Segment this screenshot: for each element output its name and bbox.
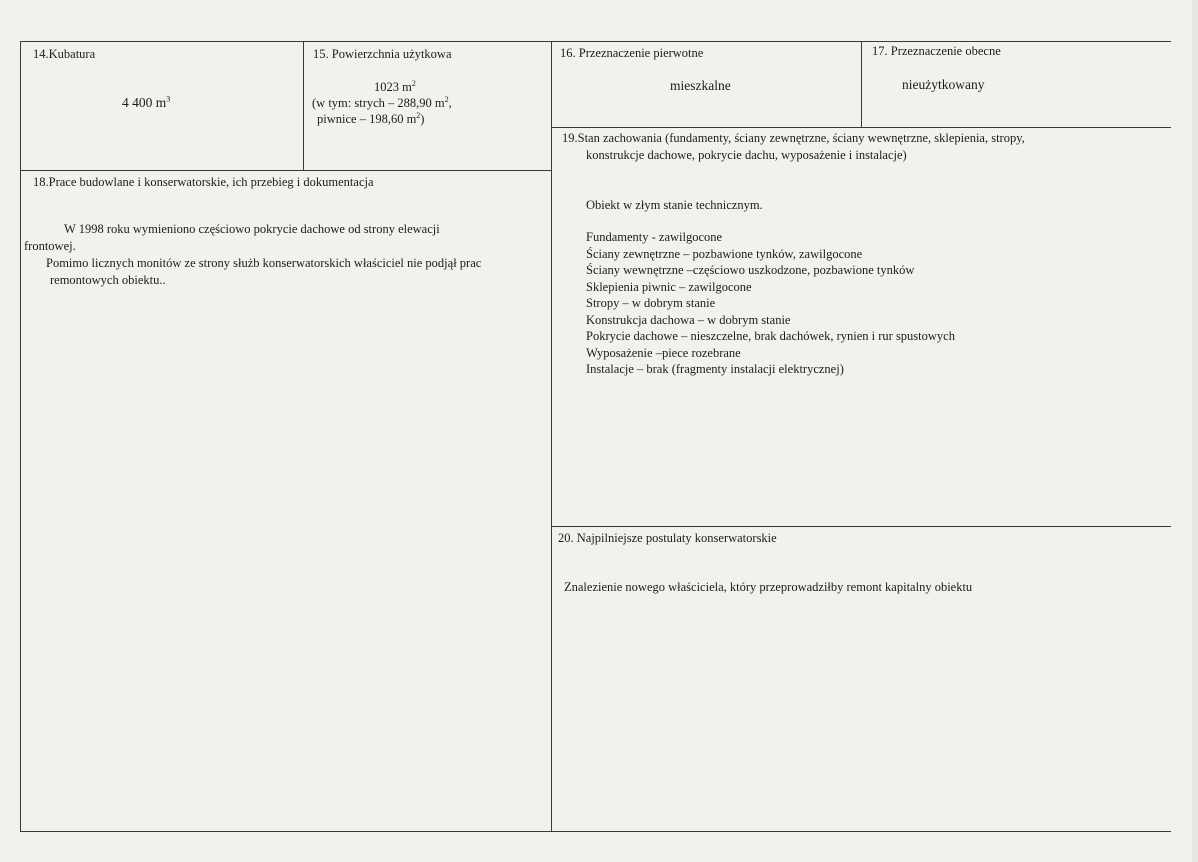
divider-16-17	[861, 41, 862, 127]
prace-budowlane-label: 18.Prace budowlane i konserwatorskie, ich przebieg i dokumentacja	[33, 175, 374, 189]
kubatura-value: 4 400 $m^3$	[122, 94, 171, 110]
przeznaczenie-pierwotne-label: 16. Przeznaczenie pierwotne	[560, 46, 704, 60]
divider-row-19	[551, 127, 1171, 128]
powierzchnia-piwnice: piwnice – 198,60 $m^2$)	[317, 110, 425, 126]
stan-item: Sklepienia piwnic – zawilgocone	[586, 280, 752, 294]
stan-zachowania-summary: Obiekt w złym stanie technicznym.	[586, 198, 763, 212]
stan-item: Instalacje – brak (fragmenty instalacji elektrycznej)	[586, 362, 844, 376]
top-border	[20, 41, 1171, 42]
przeznaczenie-obecne-value: nieużytkowany	[902, 77, 985, 92]
prace-budowlane-text-4: remontowych obiektu..	[50, 273, 166, 287]
powierzchnia-label: 15. Powierzchnia użytkowa	[313, 47, 452, 61]
divider-row-18	[20, 170, 552, 171]
powierzchnia-total: 1023 $m^2$	[374, 78, 416, 94]
stan-item: Wyposażenie –piece rozebrane	[586, 346, 741, 360]
bottom-border	[20, 831, 1171, 832]
stan-item: Ściany wewnętrzne –częściowo uszkodzone, pozbawione tynków	[586, 263, 915, 277]
stan-zachowania-label-1: 19.Stan zachowania (fundamenty, ściany zewnętrzne, ściany wewnętrzne, sklepienia, stropy,	[562, 131, 1025, 145]
powierzchnia-strych: (w tym: strych – 288,90 $m^2$,	[312, 94, 452, 110]
stan-item: Stropy – w dobrym stanie	[586, 296, 716, 310]
prace-budowlane-text-3: Pomimo licznych monitów ze strony służb konserwatorskich właściciel nie podjął prac	[46, 256, 482, 270]
divider-14-15	[303, 41, 304, 170]
przeznaczenie-pierwotne-value: mieszkalne	[670, 78, 731, 93]
prace-budowlane-text-2: frontowej.	[24, 239, 76, 253]
postulaty-label: 20. Najpilniejsze postulaty konserwatorskie	[558, 531, 777, 545]
page-edge	[1192, 0, 1198, 862]
divider-row-20	[551, 526, 1171, 527]
kubatura-label: 14.Kubatura	[33, 47, 96, 61]
stan-item: Ściany zewnętrzne – pozbawione tynków, zawilgocone	[586, 247, 863, 261]
przeznaczenie-obecne-label: 17. Przeznaczenie obecne	[872, 44, 1001, 58]
postulaty-text: Znalezienie nowego właściciela, który przeprowadziłby remont kapitalny obiektu	[564, 580, 973, 594]
stan-item: Pokrycie dachowe – nieszczelne, brak dachówek, rynien i rur spustowych	[586, 329, 955, 343]
stan-zachowania-label-2: konstrukcje dachowe, pokrycie dachu, wyposażenie i instalacje)	[586, 148, 907, 162]
prace-budowlane-text-1: W 1998 roku wymieniono częściowo pokrycie dachowe od strony elewacji	[64, 222, 440, 236]
stan-item: Fundamenty - zawilgocone	[586, 230, 723, 244]
left-border	[20, 41, 21, 832]
center-divider	[551, 41, 552, 832]
stan-item: Konstrukcja dachowa – w dobrym stanie	[586, 313, 791, 327]
